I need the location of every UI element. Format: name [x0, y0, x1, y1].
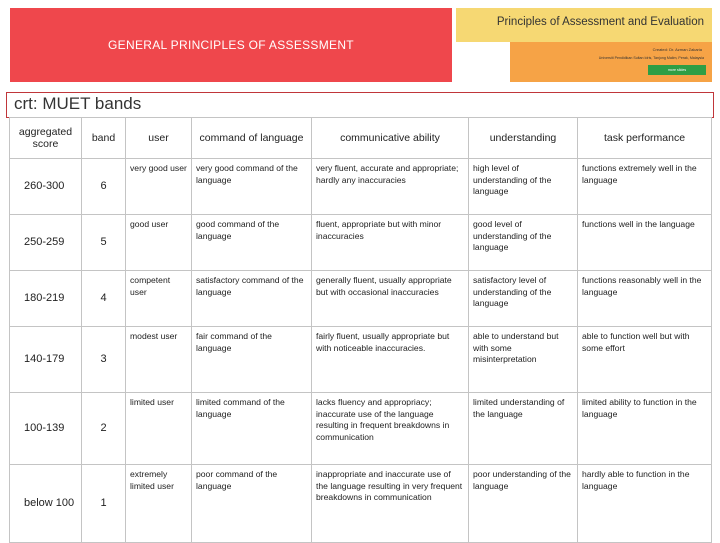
understanding-cell: poor understanding of the language	[469, 465, 578, 543]
user-cell: very good user	[126, 159, 192, 215]
header-task-performance: task performance	[578, 118, 712, 159]
command-cell: limited command of the language	[192, 393, 312, 465]
score-cell: 180-219	[10, 271, 82, 327]
understanding-cell: able to understand but with some misinterpretation	[469, 327, 578, 393]
task-cell: functions well in the language	[578, 215, 712, 271]
user-cell: modest user	[126, 327, 192, 393]
header-band: band	[82, 118, 126, 159]
communicative-cell: fairly fluent, usually appropriate but with noticeable inaccuracies.	[312, 327, 469, 393]
communicative-cell: very fluent, accurate and appropriate; hardly any inaccuracies	[312, 159, 469, 215]
band-cell: 1	[82, 465, 126, 543]
band-cell: 3	[82, 327, 126, 393]
user-cell: extremely limited user	[126, 465, 192, 543]
band-cell: 4	[82, 271, 126, 327]
credit-institution: Universiti Pendidikan Sultan Idris, Tanjong Malim, Perak, Malaysia	[598, 56, 704, 60]
user-cell: competent user	[126, 271, 192, 327]
user-cell: limited user	[126, 393, 192, 465]
command-cell: poor command of the language	[192, 465, 312, 543]
command-cell: good command of the language	[192, 215, 312, 271]
task-cell: limited ability to function in the language	[578, 393, 712, 465]
understanding-cell: good level of understanding of the language	[469, 215, 578, 271]
score-cell: 260-300	[10, 159, 82, 215]
header-communicative-ability: communicative ability	[312, 118, 469, 159]
communicative-cell: inappropriate and inaccurate use of the language resulting in very frequent breakdowns in communication	[312, 465, 469, 543]
more-slides-badge[interactable]: more slides	[648, 65, 706, 75]
table-header-row	[10, 118, 712, 159]
task-cell: functions reasonably well in the language	[578, 271, 712, 327]
score-cell: 250-259	[10, 215, 82, 271]
header-understanding: understanding	[469, 118, 578, 159]
task-cell: functions extremely well in the language	[578, 159, 712, 215]
communicative-cell: generally fluent, usually appropriate but with occasional inaccuracies	[312, 271, 469, 327]
table-row	[10, 271, 712, 327]
understanding-cell: limited understanding of the language	[469, 393, 578, 465]
section-title: crt: MUET bands	[14, 94, 142, 113]
score-cell: below 100	[10, 465, 82, 543]
score-cell: 100-139	[10, 393, 82, 465]
score-cell: 140-179	[10, 327, 82, 393]
muet-bands-table	[9, 117, 712, 543]
credit-box	[510, 42, 712, 82]
presentation-title-banner	[456, 8, 712, 42]
communicative-cell: fluent, appropriate but with minor inaccuracies	[312, 215, 469, 271]
table-row	[10, 159, 712, 215]
credit-author: Created: Dr. Azman Zakaria	[652, 47, 702, 52]
table-row	[10, 327, 712, 393]
communicative-cell: lacks fluency and appropriacy; inaccurate use of the language resulting in frequent breakdowns in communication	[312, 393, 469, 465]
slide-header-banner	[10, 8, 452, 82]
task-cell: able to function well but with some effort	[578, 327, 712, 393]
command-cell: satisfactory command of the language	[192, 271, 312, 327]
band-cell: 5	[82, 215, 126, 271]
table-row	[10, 393, 712, 465]
understanding-cell: satisfactory level of understanding of the language	[469, 271, 578, 327]
band-cell: 2	[82, 393, 126, 465]
table-row	[10, 215, 712, 271]
band-cell: 6	[82, 159, 126, 215]
header-aggregated-score: aggregated score	[10, 118, 82, 159]
command-cell: very good command of the language	[192, 159, 312, 215]
task-cell: hardly able to function in the language	[578, 465, 712, 543]
slide-title: GENERAL PRINCIPLES OF ASSESSMENT	[108, 38, 354, 52]
header-user: user	[126, 118, 192, 159]
presentation-title: Principles of Assessment and Evaluation	[496, 16, 704, 28]
section-title-box	[6, 92, 714, 118]
table-row	[10, 465, 712, 543]
header-command-of-language: command of language	[192, 118, 312, 159]
user-cell: good user	[126, 215, 192, 271]
understanding-cell: high level of understanding of the language	[469, 159, 578, 215]
command-cell: fair command of the language	[192, 327, 312, 393]
